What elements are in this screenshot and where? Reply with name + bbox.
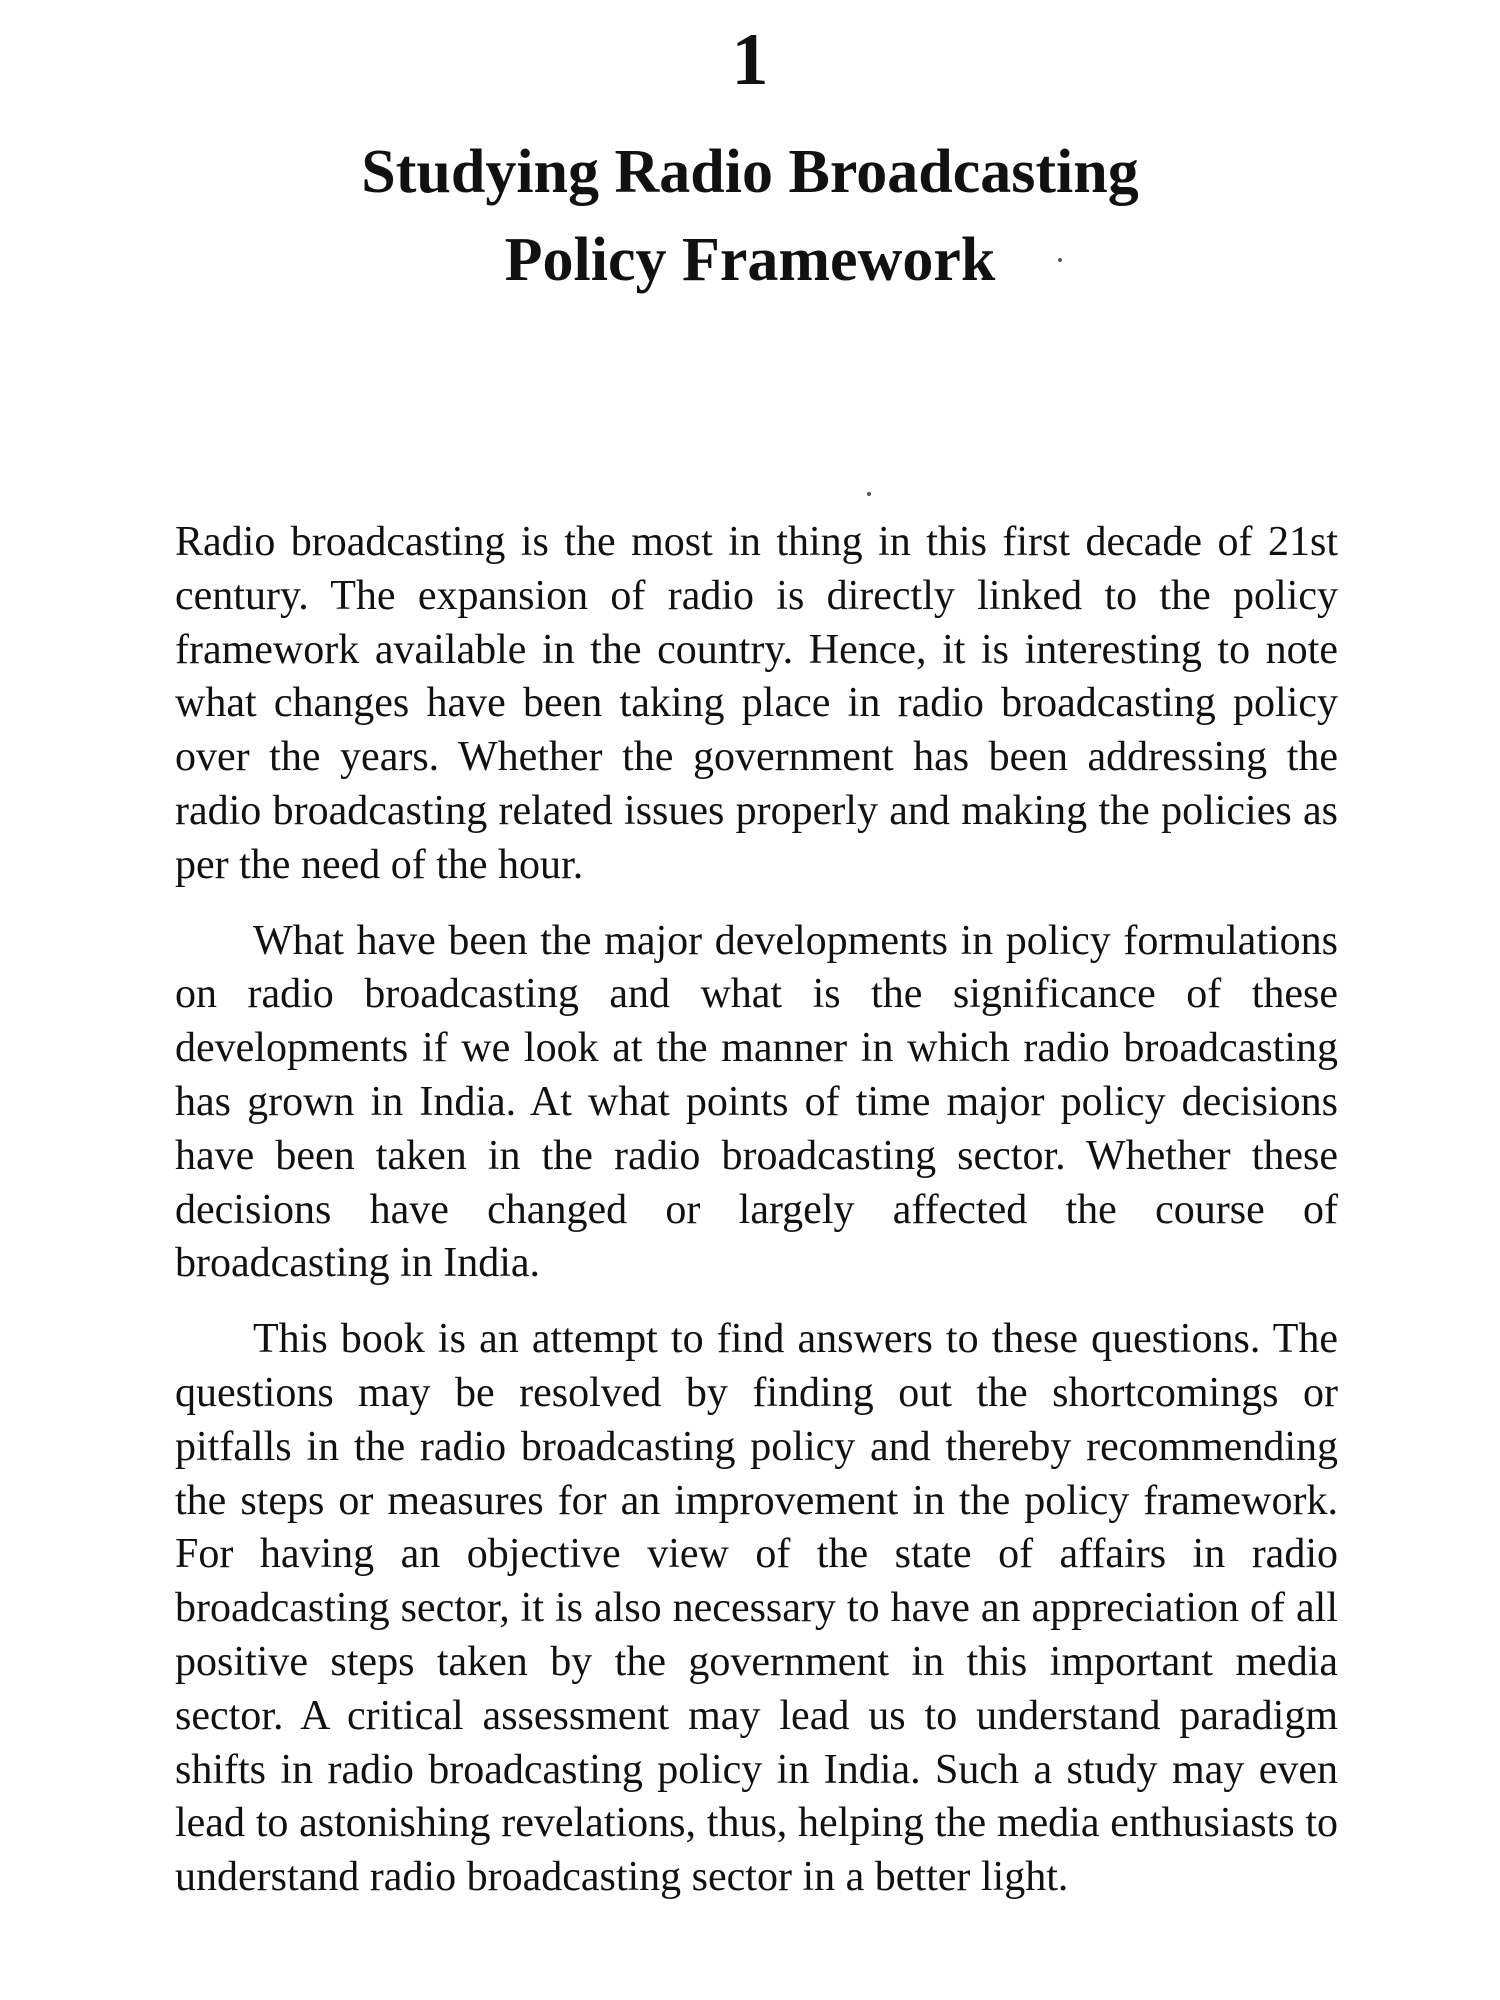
chapter-number: 1 xyxy=(731,19,769,101)
chapter-title-line-2: Policy Framework xyxy=(504,226,996,294)
scan-speck xyxy=(867,492,871,496)
paragraph-2: What have been the major developments in policy formulations on radio broadcasting and what is the significance of these developments if we look at the manner in which radio broadcasting has grown in India. At what points of time major policy decisions have been taken in the radio broadcasting sector. Whether these decisions have changed or largely affected the course of broadcasting in India. xyxy=(175,917,1338,1287)
scan-speck xyxy=(1058,258,1062,262)
chapter-title-line-1: Studying Radio Broadcasting xyxy=(361,138,1139,206)
chapter-body xyxy=(175,516,1338,1927)
paragraph-1: Radio broadcasting is the most in thing in this first decade of 21st century. The expansion of radio is directly linked to the policy framework available in the country. Hence, it is interesting to note what changes have been taking place in radio broadcasting policy over the years. Whether the government has been addressing the radio broadcasting related issues properly and making the policies as per the need of the hour. xyxy=(175,519,1338,888)
paragraph-3: This book is an attempt to find answers to these questions. The questions may be resolved by finding out the shortcomings or pitfalls in the radio broadcasting policy and thereby recommending the steps or measures for an improvement in the policy framework. For having an objective view of the state of affairs in radio broadcasting sector, it is also necessary to have an appreciation of all positive steps taken by the government in this important media sector. A critical assessment may lead us to understand paradigm shifts in radio broadcasting policy in India. Such a study may even lead to astonishing revelations, thus, helping the media enthusiasts to understand radio broadcasting sector in a better light. xyxy=(175,1316,1338,1901)
chapter-title xyxy=(0,128,1500,304)
